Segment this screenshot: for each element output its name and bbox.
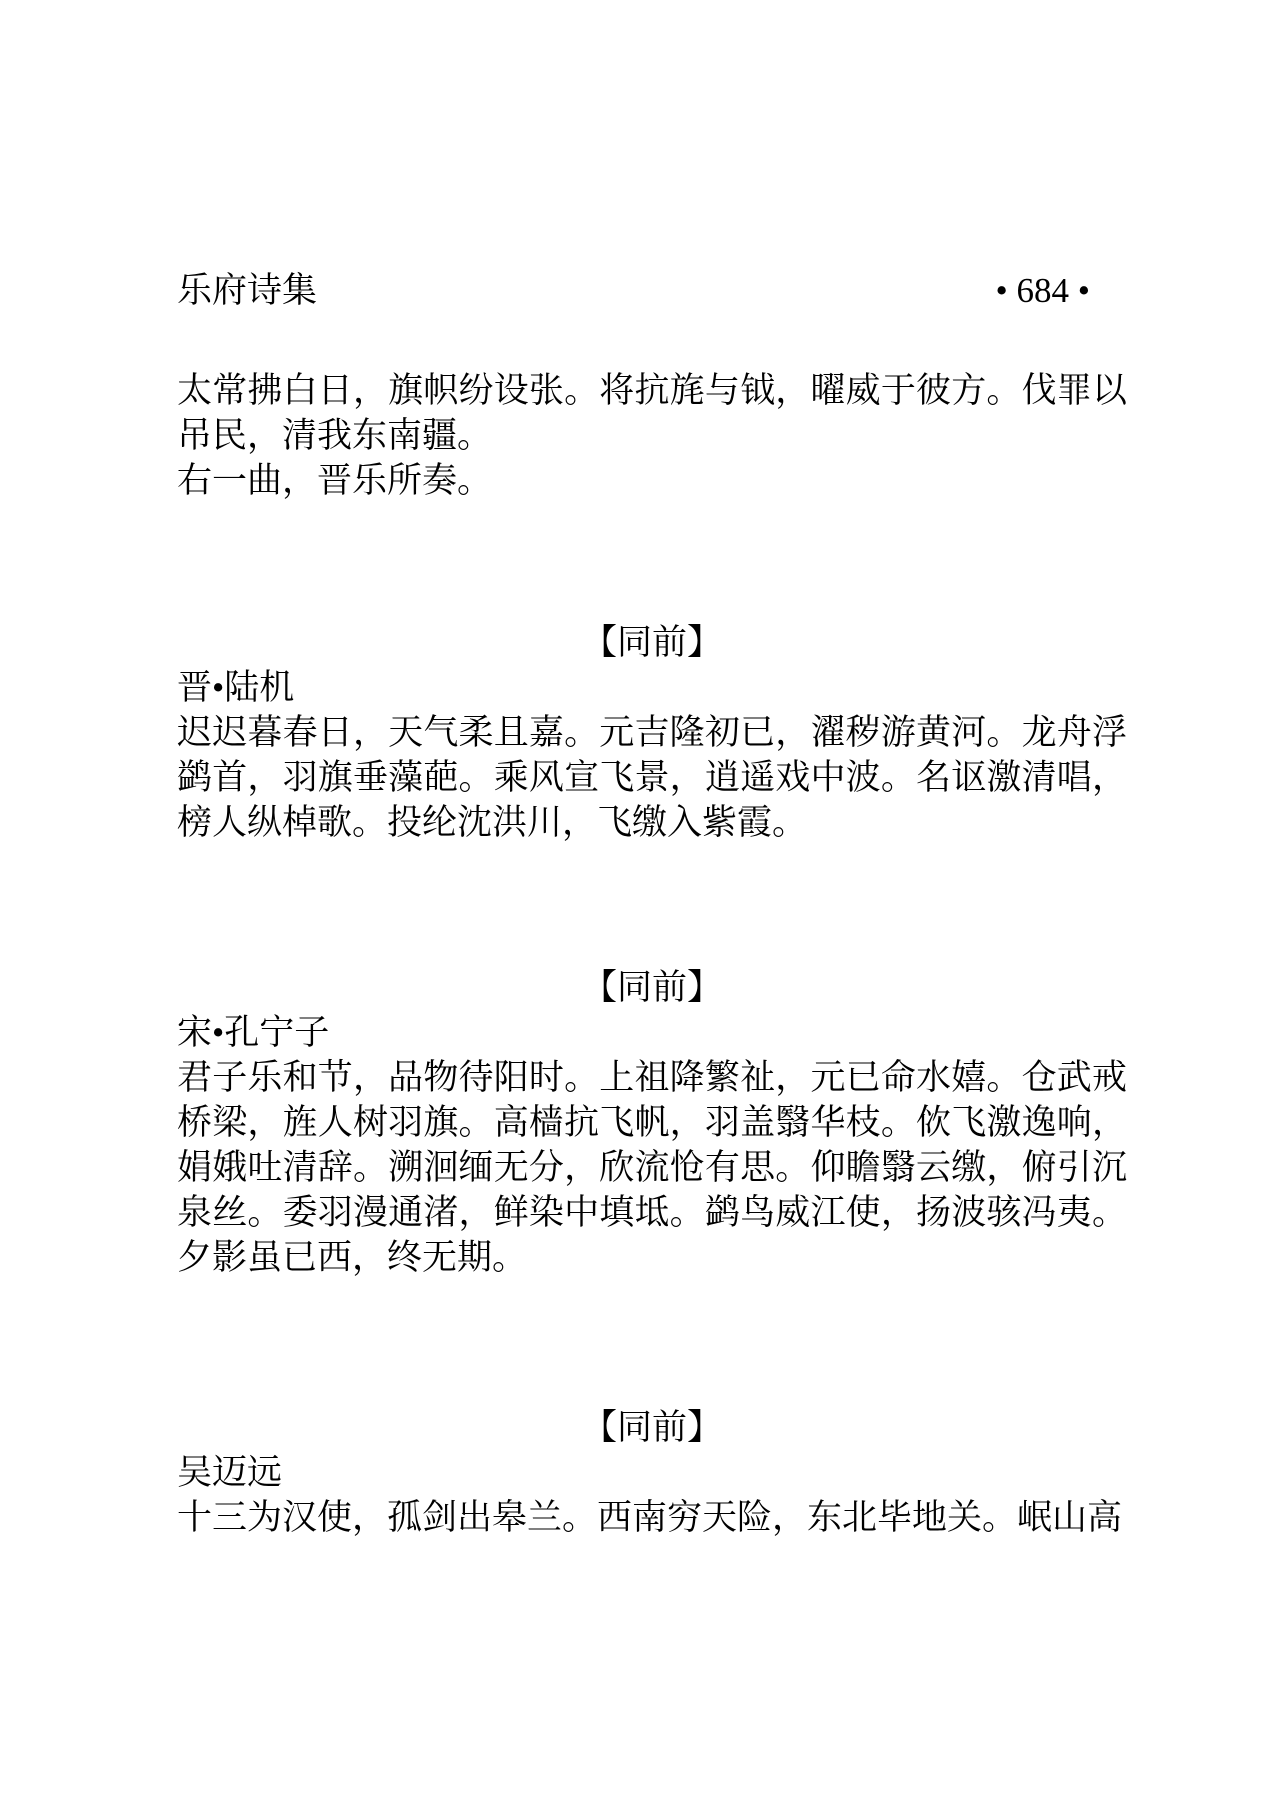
section-title: 【同前】 [581,1408,722,1447]
poem-text: 十三为汉使，孤剑出皋兰。西南穷天险，东北毕地关。岷山高 [177,1498,1123,1537]
poem-author: 吴迈远 [177,1453,283,1492]
poem-text: 迟迟暮春日，天气柔且嘉。元吉隆初已，濯秽游黄河。龙舟浮鹢首，羽旗垂藻葩。乘风宣飞景，逍遥戏中波。名讴激清唱，榜人纵棹歌。投纶沈洪川，飞缴入紫霞。 [177,713,1127,842]
poem-section [177,1405,1127,1540]
poem-text: 君子乐和节，品物待阳时。上祖降繁祉，元已命水嬉。仓武戒桥梁，旌人树羽旗。高樯抗飞帆，羽盖翳华枝。佽飞激逸响，娟娥吐清辞。溯洄缅无分，欣流怆有思。仰瞻翳云缴，俯引沉泉丝。委羽漫通渚，鲜染中填坻。鹢鸟威江使，扬波骇冯夷。夕影虽已西，终无期。 [177,1058,1127,1277]
poem-section [177,965,1127,1280]
colophon-note: 右一曲，晋乐所奏。 [177,461,493,500]
page-content [177,268,1127,1540]
poem-text-continued: 太常拂白日，旗帜纷设张。将抗旄与钺，曜威于彼方。伐罪以吊民，清我东南疆。 [177,371,1127,455]
section-title: 【同前】 [581,968,722,1007]
poem-author: 宋•孔宁子 [177,1013,330,1052]
book-title: 乐府诗集 [177,271,318,310]
section-title: 【同前】 [581,623,722,662]
poem-author: 晋•陆机 [177,668,295,707]
page-number: • 684 • [995,271,1090,310]
front-matter [177,368,1127,503]
poem-section [177,620,1127,845]
running-header [177,268,1127,313]
